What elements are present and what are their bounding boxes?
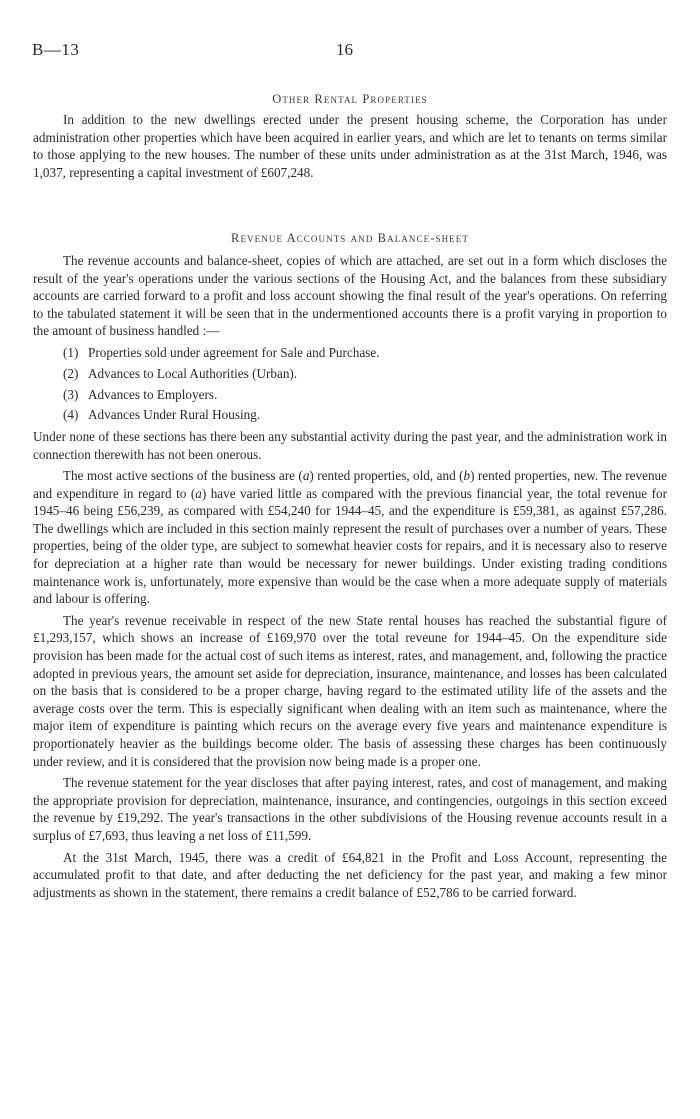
paragraph-no-activity: Under none of these sections has there been any substantial activity during the past year, and the administration work in connection therewith has not been onerous. — [33, 428, 667, 462]
paragraph-revenue-intro: The revenue accounts and balance-sheet, copies of which are attached, are set out in a form which discloses the result of the year's operations under the various sections of the Housing Act, and the balances from these subsidiary accounts are carried forward to a profit and loss account showing the final result of the year's operations. On referring to the tabulated statement it will be seen that in the undermentioned accounts there is a profit varying in proportion to the amount of business handled :— — [33, 253, 667, 339]
section-heading-revenue-accounts: Revenue Accounts and Balance-sheet — [231, 231, 469, 245]
italic-letter: b — [463, 468, 471, 484]
profitable-accounts-list — [33, 344, 667, 424]
list-item — [33, 406, 667, 424]
list-item — [33, 386, 667, 404]
list-item-text: Advances to Employers. — [88, 386, 218, 402]
list-item-number: (1) — [63, 344, 79, 360]
text-run: The most active sections of the business are ( — [63, 468, 303, 484]
italic-letter: a — [195, 485, 202, 501]
section-other-rental-properties — [33, 111, 667, 185]
page-reference: B—13 — [32, 40, 80, 59]
text-run: ) rented properties, new. The revenue and expenditure in regard to ( — [33, 468, 668, 501]
list-item — [33, 344, 667, 362]
list-item-number: (4) — [63, 407, 79, 423]
page-number: 16 — [336, 40, 353, 59]
text-run: ) rented properties, old, and ( — [309, 468, 464, 484]
text-run: ) have varied little as compared with the previous financial year, the total revenue for 1945–46 being £56,239, as compared with £54,240 for 1944–45, and the expenditure is £59,381, as against £57,286. The dwellings which are included in this section mainly represent the result of purchases over a number of years. These properties, being of the older type, are subject to somewhat heavier costs for repairs, and it is necessary also to reserve for depreciation at a higher rate than would be necessary for newer buildings. Under existing trading conditions maintenance work is, unfortunately, more expensive than would be the case when a more adequate supply of materials and labour is offering. — [33, 485, 668, 607]
italic-letter: a — [302, 468, 310, 484]
list-item-text: Properties sold under agreement for Sale and Purchase. — [88, 344, 380, 360]
paragraph-credit-balance: At the 31st March, 1945, there was a credit of £64,821 in the Profit and Loss Account, representing the accumulated profit to that date, and after deducting the net deficiency for the past year, and making a few minor adjustments as shown in the statement, there remains a credit balance of £52,786 to be carried forward. — [33, 849, 667, 900]
list-item-number: (2) — [63, 365, 79, 381]
list-item-text: Advances to Local Authorities (Urban). — [88, 365, 298, 381]
list-item-text: Advances Under Rural Housing. — [88, 407, 261, 423]
list-item — [33, 365, 667, 383]
paragraph-other-properties: In addition to the new dwellings erected under the present housing scheme, the Corporation has under administration other properties which have been acquired in earlier years, and which are let to tenants on terms similar to those applying to the new houses. The number of these units under administration as at the 31st March, 1946, was 1,037, representing a capital investment of £607,248. — [33, 112, 667, 180]
list-item-number: (3) — [63, 386, 79, 402]
section-revenue-accounts — [33, 252, 667, 905]
paragraph-new-rental-revenue: The year's revenue receivable in respect of the new State rental houses has reached the substantial figure of £1,293,157, which shows an increase of £169,970 over the total reveune for 1944–45. On the expenditure side provision has been made for the actual cost of such items as interest, rates, and management, and, following the practice adopted in previous years, the amount set aside for depreciation, insurance, maintenance, and losses has been calculated on the basis that is considered to be a proper charge, having regard to the estimated utility life of the assets and the average costs over the term. This is especially significant when dealing with an item such as maintenance, where the major item of expenditure is painting which recurs on the average every five years and maintenance expenditure is proportionately heavier as the buildings become older. The basis of assessing these charges has been continuously under review, and it is considered that the provision now being made is a proper one. — [33, 612, 667, 769]
section-heading-other-rental-properties: Other Rental Properties — [272, 92, 428, 106]
paragraph-revenue-statement: The revenue statement for the year discloses that after paying interest, rates, and cost of management, and making the appropriate provision for depreciation, maintenance, insurance, and contingencies, outgoings in this section exceed the revenue by £19,292. The year's transactions in the other subdivisions of the Housing revenue accounts result in a surplus of £7,693, thus leaving a net loss of £11,599. — [33, 775, 667, 843]
paragraph-active-sections — [33, 467, 667, 608]
